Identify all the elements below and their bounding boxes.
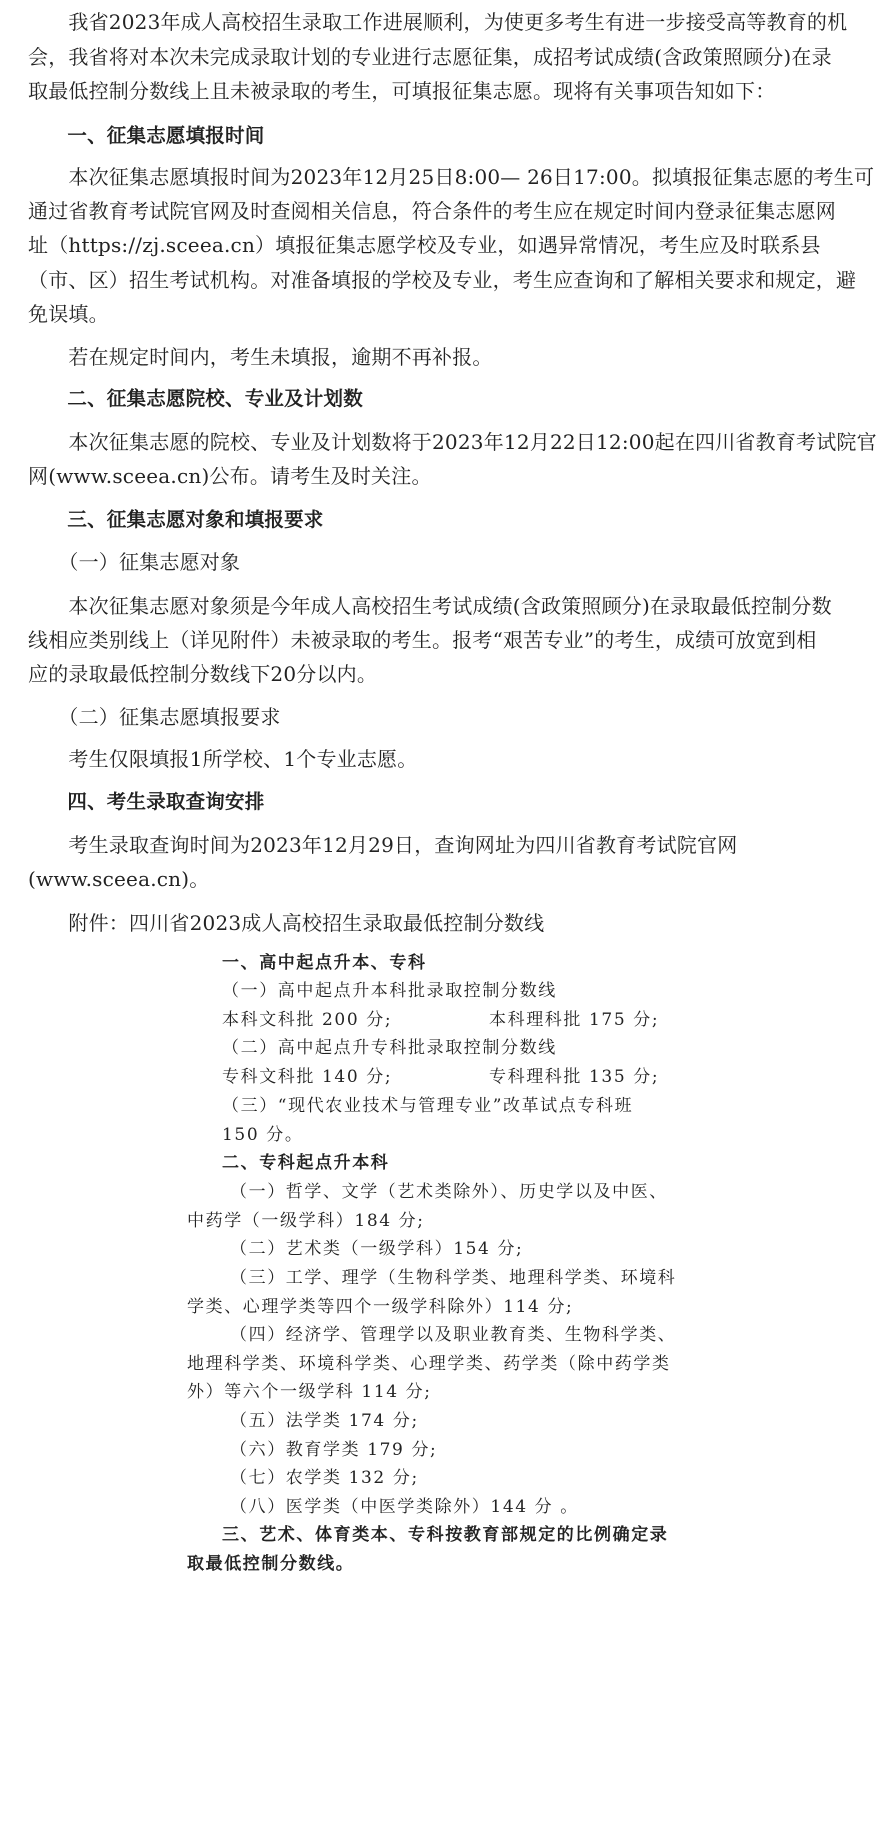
attachment-item: 学类、心理学类等四个一级学科除外）114 分; — [187, 1297, 574, 1317]
attachment-label: 附件：四川省2023成人高校招生录取最低控制分数线 — [28, 911, 545, 935]
attachment-heading-2: 二、专科起点升本科 — [222, 1153, 390, 1173]
section-3-line-1: 本次征集志愿对象须是今年成人高校招生考试成绩(含政策照顾分)在录取最低控制分数 — [28, 594, 832, 618]
section-3-heading: 三、征集志愿对象和填报要求 — [28, 508, 324, 531]
attachment-item: 地理科学类、环境科学类、心理学类、药学类（除中药学类 — [187, 1354, 671, 1374]
section-1-line-6: 若在规定时间内，考生未填报，逾期不再补报。 — [28, 345, 493, 369]
section-2-line-1: 本次征集志愿的院校、专业及计划数将于2023年12月22日12:00起在四川省教育考试院官 — [28, 430, 877, 454]
attachment-item: （一）高中起点升本科批录取控制分数线 — [222, 981, 557, 1001]
section-2-line-2: 网(www.sceea.cn)公布。请考生及时关注。 — [28, 464, 432, 488]
attachment-item: （五）法学类 174 分; — [230, 1411, 419, 1431]
section-1-line-2: 通过省教育考试院官网及时查阅相关信息，符合条件的考生应在规定时间内登录征集志愿网 — [28, 199, 836, 223]
section-3-sub-1: （一）征集志愿对象 — [28, 550, 241, 574]
attachment-item: （六）教育学类 179 分; — [230, 1440, 438, 1460]
section-4-line-1: 考生录取查询时间为2023年12月29日，查询网址为四川省教育考试院官网 — [28, 833, 738, 857]
section-4-line-2: (www.sceea.cn)。 — [28, 867, 210, 891]
section-2-heading: 二、征集志愿院校、专业及计划数 — [28, 387, 363, 410]
attachment-item: 专科文科批 140 分; — [222, 1067, 393, 1087]
section-1-line-5: 免误填。 — [28, 302, 109, 326]
section-1-line-1: 本次征集志愿填报时间为2023年12月25日8:00— 26日17:00。拟填报征集志愿的考生可 — [28, 165, 875, 189]
attachment-item: （四）经济学、管理学以及职业教育类、生物科学类、 — [230, 1325, 677, 1345]
section-4-heading: 四、考生录取查询安排 — [28, 790, 265, 813]
attachment-item: 150 分。 — [222, 1125, 304, 1145]
intro-line-1: 我省2023年成人高校招生录取工作进展顺利，为使更多考生有进一步接受高等教育的机 — [28, 10, 848, 34]
intro-line-2: 会，我省将对本次未完成录取计划的专业进行志愿征集，成招考试成绩(含政策照顾分)在录 — [28, 45, 832, 69]
attachment-item: 中药学（一级学科）184 分; — [187, 1211, 425, 1231]
section-3-line-3: 应的录取最低控制分数线下20分以内。 — [28, 662, 378, 686]
attachment-item: （八）医学类（中医学类除外）144 分 。 — [230, 1497, 579, 1517]
attachment-heading-3: 三、艺术、体育类本、专科按教育部规定的比例确定录 — [222, 1525, 669, 1545]
attachment-item: （二）艺术类（一级学科）154 分; — [230, 1239, 524, 1259]
attachment-heading-1: 一、高中起点升本、专科 — [222, 953, 427, 973]
intro-line-3: 取最低控制分数线上且未被录取的考生，可填报征集志愿。现将有关事项告知如下： — [28, 79, 776, 103]
section-3-line-2: 线相应类别线上（详见附件）未被录取的考生。报考“艰苦专业”的考生，成绩可放宽到相 — [28, 628, 817, 652]
attachment-item: （三）“现代农业技术与管理专业”改革试点专科班 — [222, 1096, 634, 1116]
attachment-item: 本科文科批 200 分; — [222, 1010, 393, 1030]
section-1-heading: 一、征集志愿填报时间 — [28, 124, 265, 147]
attachment-item: （七）农学类 132 分; — [230, 1468, 419, 1488]
section-1-line-4: （市、区）招生考试机构。对准备填报的学校及专业，考生应查询和了解相关要求和规定，避 — [28, 268, 857, 292]
attachment-item: （二）高中起点升专科批录取控制分数线 — [222, 1038, 557, 1058]
attachment-item: 专科理科批 135 分; — [489, 1067, 660, 1087]
section-3-line-4: 考生仅限填报1所学校、1个专业志愿。 — [28, 747, 418, 771]
attachment-item: 外）等六个一级学科 114 分; — [187, 1382, 432, 1402]
attachment-item: （一）哲学、文学（艺术类除外）、历史学以及中医、 — [230, 1182, 668, 1202]
section-3-sub-2: （二）征集志愿填报要求 — [28, 705, 281, 729]
section-1-line-3: 址（https://zj.sceea.cn）填报征集志愿学校及专业，如遇异常情况，考生应及时联系县 — [28, 233, 821, 257]
attachment-item: 本科理科批 175 分; — [489, 1010, 660, 1030]
attachment-item: （三）工学、理学（生物科学类、地理科学类、环境科 — [230, 1268, 677, 1288]
attachment-heading-3-cont: 取最低控制分数线。 — [187, 1554, 355, 1574]
